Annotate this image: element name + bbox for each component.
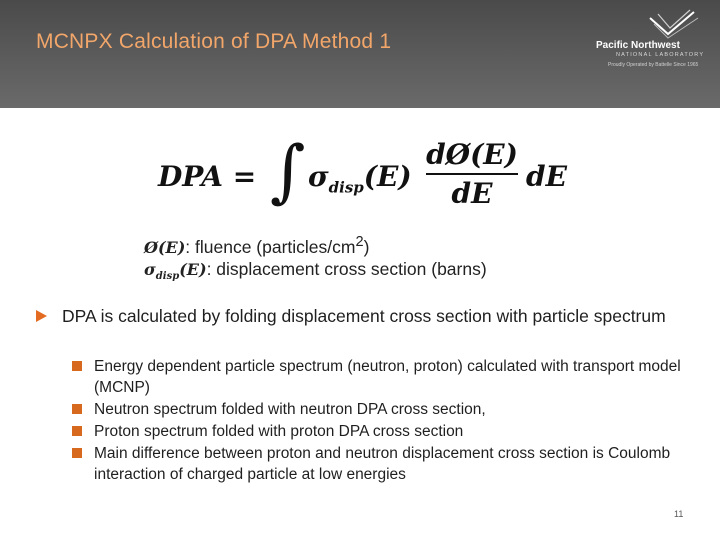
main-bullet-text: DPA is calculated by folding displacement cross section with particle spectrum — [62, 306, 666, 326]
fluence-symbol: Ø(E) — [144, 237, 186, 257]
logo-name: Pacific Northwest — [596, 40, 680, 51]
pnnl-logo — [594, 8, 714, 72]
fluence-text: : fluence (particles/cm — [185, 236, 356, 257]
definition-fluence — [144, 234, 369, 258]
sub-bullet-text: Energy dependent particle spectrum (neutron, proton) calculated with transport model (MCNP) — [94, 358, 681, 396]
bullet-arrow-icon — [36, 310, 47, 322]
bullet-square-icon — [72, 404, 82, 414]
cross-section-sigma: σ — [144, 260, 156, 279]
sub-bullet-text: Proton spectrum folded with proton DPA cross section — [94, 423, 464, 440]
cross-section-argument: (E) — [179, 260, 207, 279]
cross-section-subscript: disp — [155, 271, 180, 283]
logo-tagline: Proudly Operated by Battelle Since 1965 — [608, 62, 699, 68]
definition-cross-section — [144, 259, 487, 282]
equation-trailing-de: dE — [526, 160, 567, 193]
logo-arrow-icon — [644, 8, 700, 42]
sub-bullet — [72, 443, 692, 485]
sub-bullet — [72, 356, 692, 398]
fluence-superscript: 2 — [355, 234, 364, 250]
integral-symbol: ∫ — [270, 132, 306, 211]
sigma-argument: (E) — [363, 160, 412, 193]
sub-bullet-text: Neutron spectrum folded with neutron DPA cross section, — [94, 401, 486, 418]
slide-title: MCNPX Calculation of DPA Method 1 — [36, 30, 392, 53]
bullet-square-icon — [72, 426, 82, 436]
fraction-bar — [426, 173, 518, 175]
equation-sigma — [308, 160, 412, 197]
header-banner — [0, 0, 720, 108]
main-bullet — [36, 305, 696, 327]
sigma-subscript: disp — [328, 178, 364, 197]
sigma-symbol: σ — [308, 160, 329, 193]
fluence-tail: ) — [363, 236, 370, 257]
page-number: 11 — [674, 509, 684, 519]
equation-lhs: DPA = — [158, 160, 257, 193]
sub-bullet-list — [72, 356, 692, 486]
dpa-equation — [158, 132, 578, 222]
cross-section-symbol — [144, 260, 207, 283]
sub-bullet — [72, 421, 692, 442]
sub-bullet — [72, 399, 692, 420]
equation-fraction — [426, 138, 518, 210]
cross-section-text: : displacement cross section (barns) — [206, 259, 487, 279]
sub-bullet-text: Main difference between proton and neutron displacement cross section is Coulomb interaction of charged particle at low energies — [94, 445, 671, 483]
bullet-square-icon — [72, 448, 82, 458]
logo-subtitle: NATIONAL LABORATORY — [616, 52, 705, 58]
fraction-numerator: dØ(E) — [426, 138, 518, 171]
bullet-square-icon — [72, 361, 82, 371]
fraction-denominator: dE — [451, 177, 493, 210]
